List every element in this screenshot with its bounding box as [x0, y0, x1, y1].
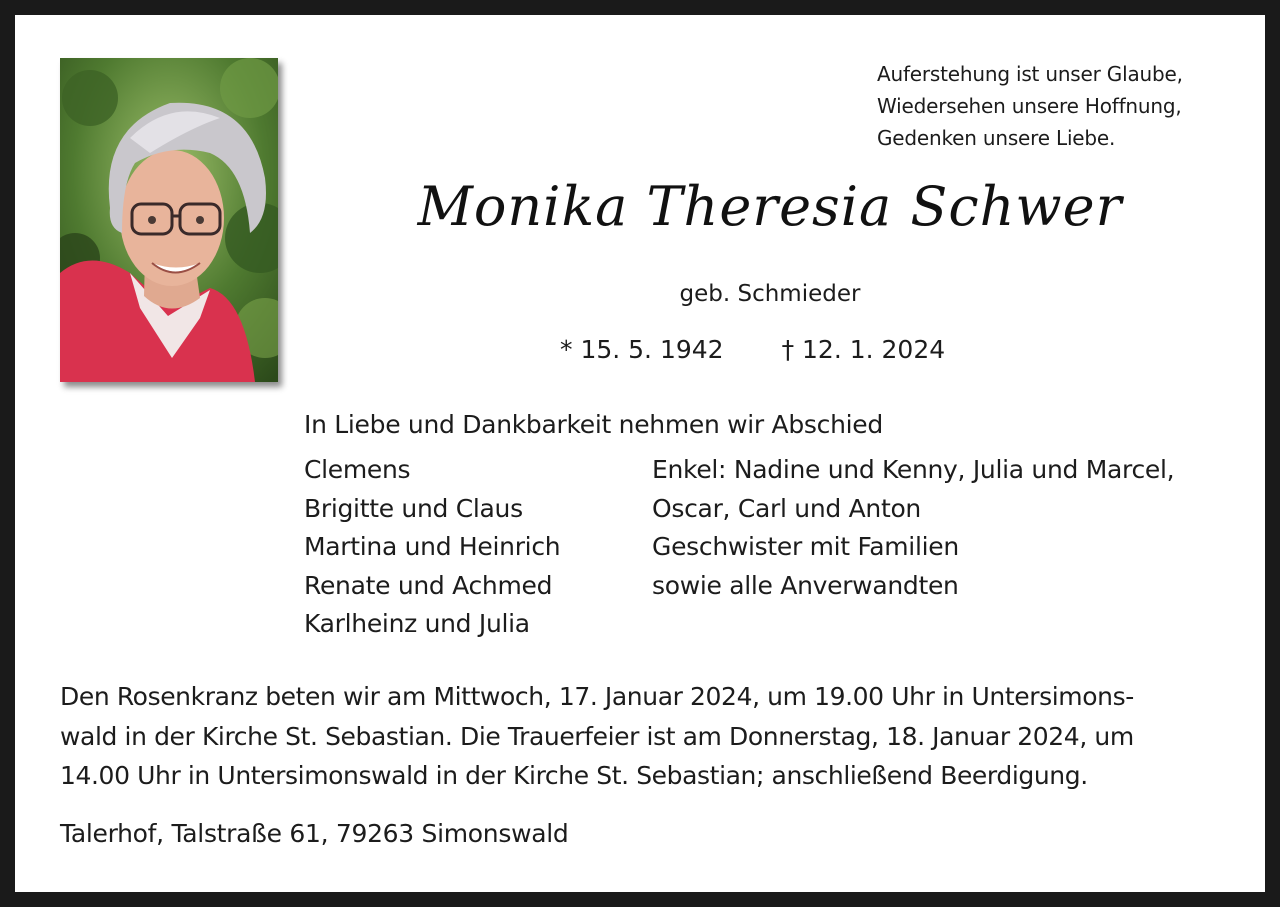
quote-line: Gedenken unsere Liebe. [877, 126, 1116, 150]
deceased-name: Monika Theresia Schwer [417, 175, 1123, 238]
birth-name: geb. Schmieder [679, 281, 861, 307]
mourner-entry: Oscar, Carl und Anton [652, 493, 921, 523]
epitaph-quote [877, 58, 1183, 154]
mourner-entry: Brigitte und Claus [304, 493, 523, 523]
mourner-entry: Karlheinz und Julia [304, 609, 530, 638]
mourner-entry: sowie alle Anverwandten [652, 570, 959, 600]
mourner-entry: Geschwister mit Familien [652, 532, 959, 561]
quote-line: Wiedersehen unsere Hoffnung, [877, 94, 1182, 118]
life-dates [560, 335, 945, 364]
family-address: Talerhof, Talstraße 61, 79263 Simonswald [60, 819, 569, 848]
mourner-entry: Martina und Heinrich [304, 532, 561, 561]
portrait-photo [60, 58, 278, 382]
mourner-entry: Enkel: Nadine und Kenny, Julia und Marcel, [652, 455, 1175, 484]
quote-line: Auferstehung ist unser Glaube, [877, 62, 1183, 86]
death-date: † 12. 1. 2024 [781, 335, 946, 364]
mourner-entry: Clemens [304, 455, 411, 484]
notice-line: Den Rosenkranz beten wir am Mittwoch, 17. Januar 2024, um 19.00 Uhr in Untersimons- [60, 682, 1134, 711]
birth-date: * 15. 5. 1942 [560, 335, 724, 364]
mourners-right-column [652, 451, 1174, 605]
mourners-left-column [304, 451, 560, 644]
notice-line: wald in der Kirche St. Sebastian. Die Trauerfeier ist am Donnerstag, 18. Januar 2024, um [60, 721, 1134, 751]
notice-line: 14.00 Uhr in Untersimonswald in der Kirche St. Sebastian; anschließend Beerdigung. [60, 761, 1088, 790]
mourner-entry: Renate und Achmed [304, 570, 553, 600]
service-notice [60, 677, 1230, 796]
farewell-intro: In Liebe und Dankbarkeit nehmen wir Abschied [304, 410, 883, 439]
obituary-card [15, 15, 1265, 892]
